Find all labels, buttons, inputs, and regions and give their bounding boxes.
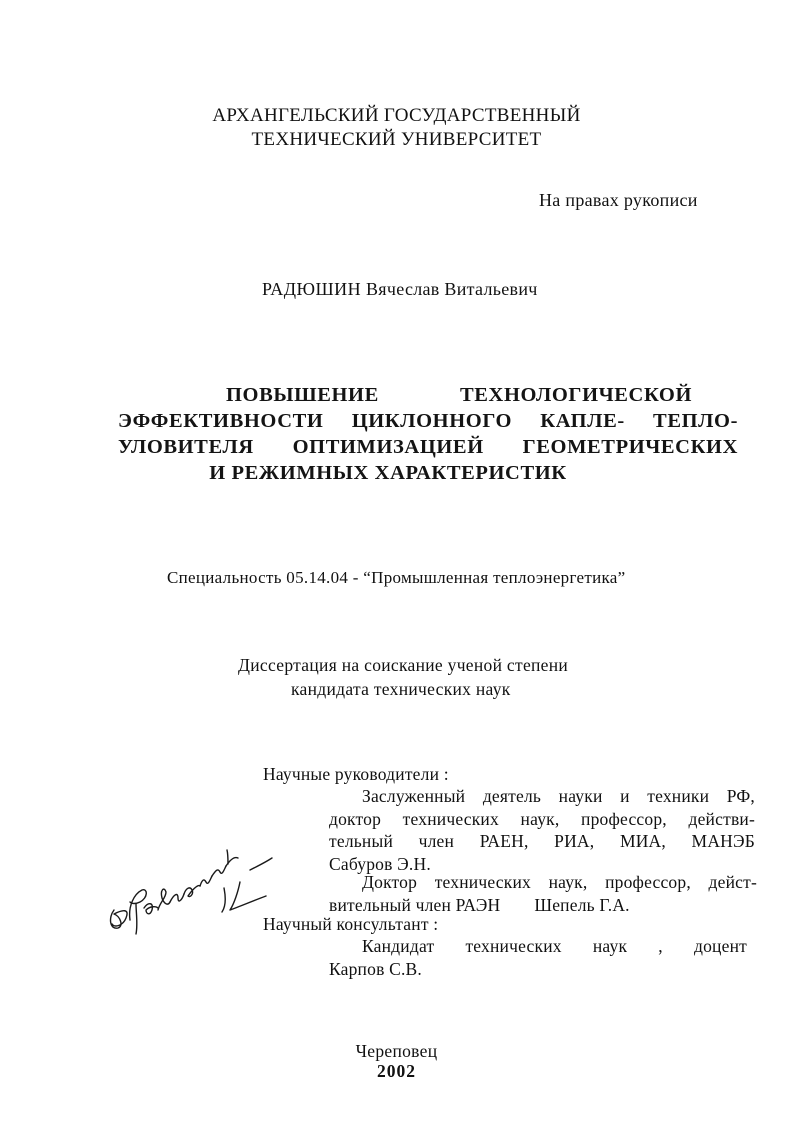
supervisor-2-name: Шепель Г.А.	[534, 894, 630, 915]
supervisor-1-line-1: Заслуженный деятель науки и техники РФ,	[362, 786, 755, 806]
title-line-3: УЛОВИТЕЛЯ ОПТИМИЗАЦИЕЙ ГЕОМЕТРИЧЕСКИХ	[118, 436, 738, 458]
title-line-4: И РЕЖИМНЫХ ХАРАКТЕРИСТИК	[209, 462, 567, 484]
university-name	[0, 104, 793, 152]
supervisors-heading: Научные руководители :	[263, 764, 449, 784]
author-name	[262, 279, 538, 300]
degree-line-1: Диссертация на соискание ученой степени	[238, 655, 569, 675]
author-given-names: Вячеслав Витальевич	[365, 279, 538, 299]
dissertation-title	[118, 382, 738, 486]
city: Череповец	[355, 1041, 438, 1061]
supervisor-1-line-2: доктор технических наук, профессор, действи-	[329, 808, 755, 829]
title-line-1: ПОВЫШЕНИЕ ТЕХНОЛОГИЧЕСКОЙ	[226, 384, 692, 406]
university-line-1: АРХАНГЕЛЬСКИЙ ГОСУДАРСТВЕННЫЙ	[212, 105, 581, 126]
consultant	[329, 935, 747, 980]
specialty: Специальность 05.14.04 - “Промышленная теплоэнергетика”	[167, 568, 626, 587]
consultant-line-1: Кандидат технических наук , доцент	[362, 936, 747, 956]
year: 2002	[377, 1061, 416, 1081]
supervisor-1-line-3: тельный член РАЕН, РИА, МИА, МАНЭБ	[329, 831, 755, 851]
supervisor-2-line-1: Доктор технических наук, профессор, дейст-	[362, 872, 757, 892]
degree-line-2: кандидата технических наук	[291, 679, 511, 699]
author-surname: РАДЮШИН	[262, 279, 362, 299]
signature-image	[100, 848, 275, 938]
consultant-name: Карпов С.В.	[329, 958, 423, 979]
supervisor-2	[329, 871, 757, 916]
consultant-heading: Научный консультант :	[263, 914, 439, 934]
rights-note: На правах рукописи	[539, 190, 698, 210]
university-line-2: ТЕХНИЧЕСКИЙ УНИВЕРСИТЕТ	[251, 129, 542, 150]
title-line-2: ЭФФЕКТИВНОСТИ ЦИКЛОННОГО КАПЛЕ- ТЕПЛО-	[118, 410, 738, 432]
dissertation-degree	[238, 653, 568, 701]
supervisor-1	[329, 785, 755, 875]
supervisor-1-name: Сабуров Э.Н.	[329, 853, 431, 874]
supervisor-2-membership: вительный член РАЭН	[329, 894, 501, 915]
